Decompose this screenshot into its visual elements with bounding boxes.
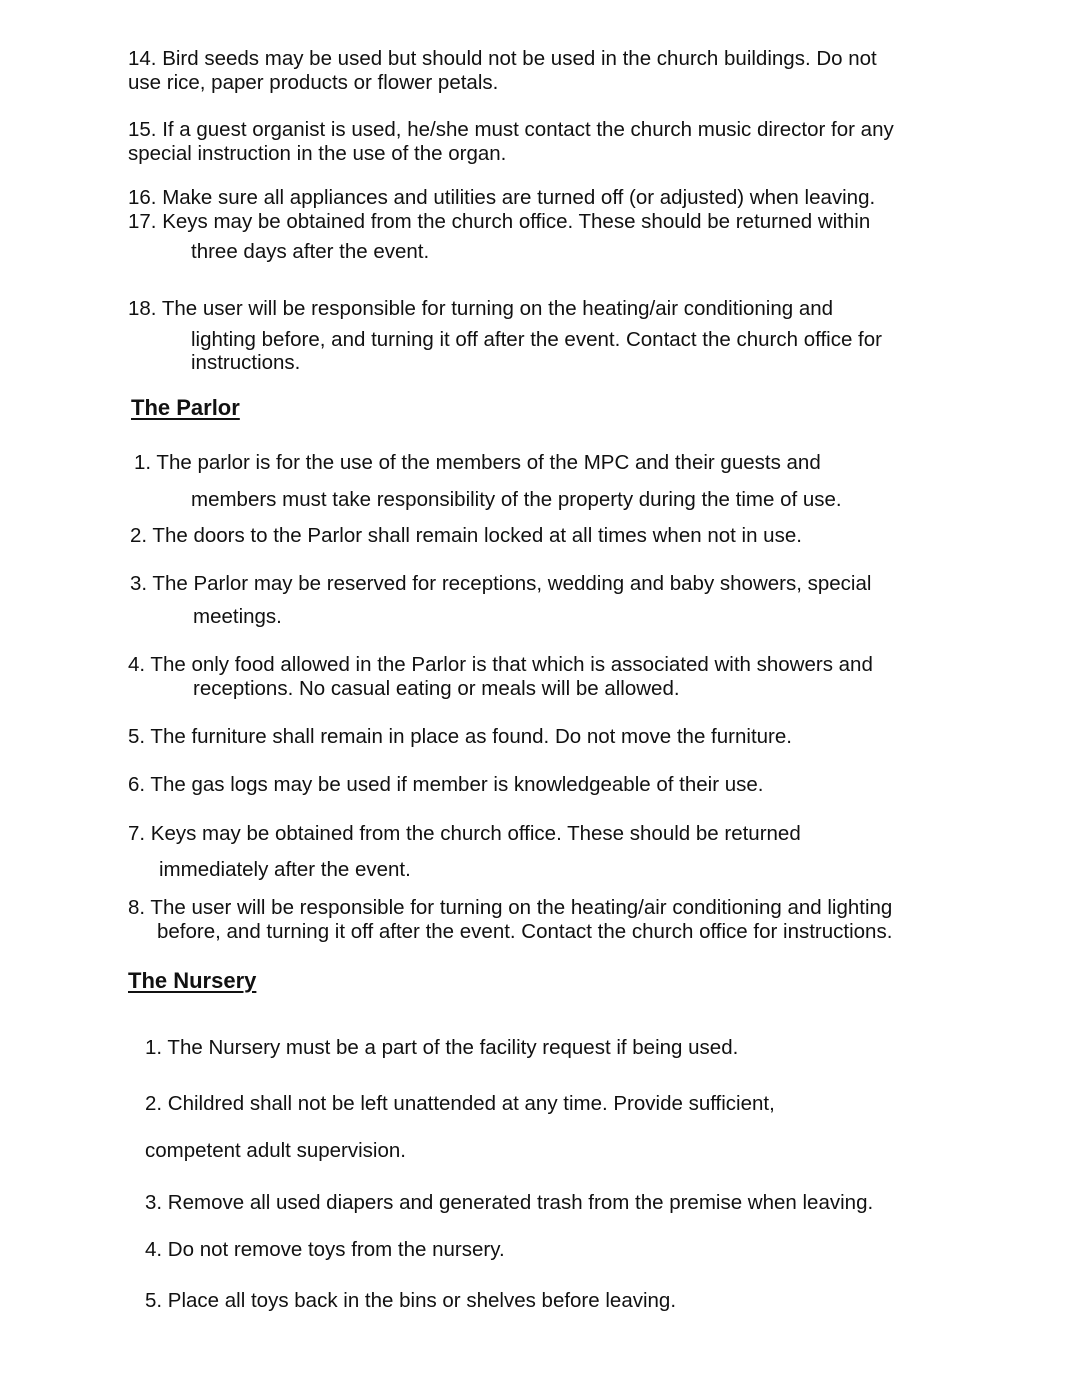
parlor-heading: The Parlor: [131, 395, 240, 420]
parlor-rule-6-line-1: 6. The gas logs may be used if member is knowledgeable of their use.: [128, 773, 764, 796]
rule-17-line-2: three days after the event.: [191, 240, 430, 263]
nursery-rule-2-line-2: competent adult supervision.: [145, 1139, 406, 1162]
rule-15-line-2: special instruction in the use of the organ.: [128, 142, 507, 165]
parlor-rule-8-line-1: 8. The user will be responsible for turning on the heating/air conditioning and lighting: [128, 896, 893, 919]
nursery-rule-5-line-1: 5. Place all toys back in the bins or shelves before leaving.: [145, 1289, 677, 1312]
parlor-rule-4-line-2: receptions. No casual eating or meals will be allowed.: [193, 677, 680, 700]
rule-16-line-1: 16. Make sure all appliances and utilities are turned off (or adjusted) when leaving.: [128, 186, 876, 209]
rule-18-line-2: lighting before, and turning it off after the event. Contact the church office for: [191, 328, 882, 351]
rule-15-line-1: 15. If a guest organist is used, he/she must contact the church music director for any: [128, 118, 894, 141]
parlor-rule-1-line-2: members must take responsibility of the property during the time of use.: [191, 488, 842, 511]
parlor-rule-5-line-1: 5. The furniture shall remain in place as found. Do not move the furniture.: [128, 725, 792, 748]
parlor-rule-7-line-1: 7. Keys may be obtained from the church office. These should be returned: [128, 822, 801, 845]
parlor-rule-4-line-1: 4. The only food allowed in the Parlor is that which is associated with showers and: [128, 653, 873, 676]
parlor-rule-2-line-1: 2. The doors to the Parlor shall remain locked at all times when not in use.: [130, 524, 802, 547]
nursery-rule-3-line-1: 3. Remove all used diapers and generated trash from the premise when leaving.: [145, 1191, 874, 1214]
parlor-rule-1-line-1: 1. The parlor is for the use of the members of the MPC and their guests and: [134, 451, 821, 474]
parlor-rule-3-line-1: 3. The Parlor may be reserved for receptions, wedding and baby showers, special: [130, 572, 872, 595]
rule-17-line-1: 17. Keys may be obtained from the church office. These should be returned within: [128, 210, 871, 233]
parlor-rule-3-line-2: meetings.: [193, 605, 282, 628]
rule-14-line-1: 14. Bird seeds may be used but should not be used in the church buildings. Do not: [128, 47, 877, 70]
nursery-heading: The Nursery: [128, 968, 257, 993]
rule-18-line-1: 18. The user will be responsible for turning on the heating/air conditioning and: [128, 297, 834, 320]
rule-14-line-2: use rice, paper products or flower petals.: [128, 71, 499, 94]
nursery-rule-4-line-1: 4. Do not remove toys from the nursery.: [145, 1238, 505, 1261]
nursery-rule-1-line-1: 1. The Nursery must be a part of the facility request if being used.: [145, 1036, 739, 1059]
nursery-rule-2-line-1: 2. Childred shall not be left unattended at any time. Provide sufficient,: [145, 1092, 775, 1115]
parlor-rule-8-line-2: before, and turning it off after the event. Contact the church office for instructions.: [157, 920, 893, 943]
parlor-rule-7-line-2: immediately after the event.: [159, 858, 411, 881]
rule-18-line-3: instructions.: [191, 351, 301, 374]
